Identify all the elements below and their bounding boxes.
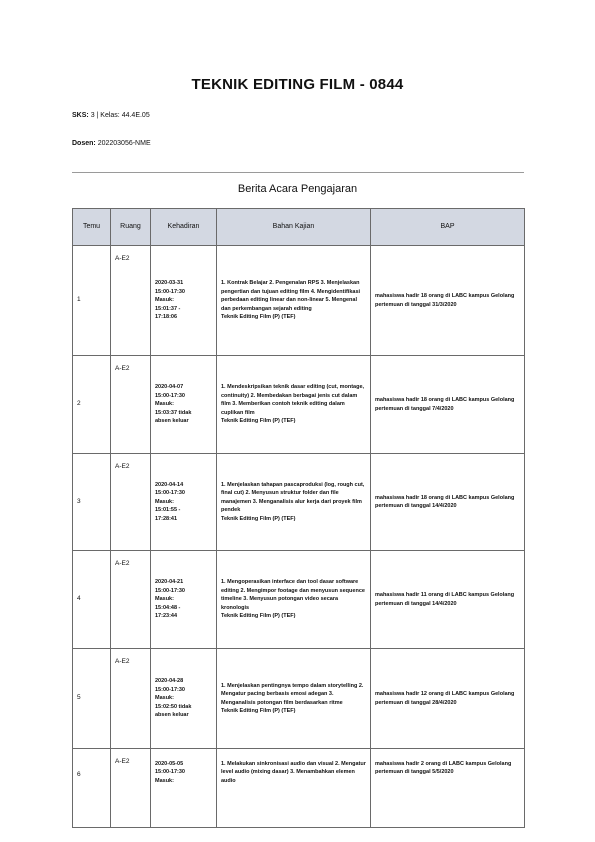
header-bahan-kajian: Bahan Kajian [217,209,371,246]
bahan-text: 1. Melakukan sinkronisasi audio dan visual 2. Mengatur level audio (mixing dasar) 3. Menambahkan elemen audio [221,761,366,784]
kehadiran-text: 2020-05-05 15:00-17:30 Masuk: [155,761,185,784]
cell-bap: mahasiswa hadir 18 orang di LABC kampus Gelolang pertemuan di tanggal 31/3/2020 [371,246,525,356]
header-temu: Temu [73,209,111,246]
header-kehadiran: Kehadiran [151,209,217,246]
table-row [73,551,525,649]
bahan-text: 1. Kontrak Belajar 2. Pengenalan RPS 3. Menjelaskan pengertian dan tujuan editing film 4. Mengidentifikasi perbedaan editing linear dan non-linear 5. Mengenal dan perkembangan sejarah editing Teknik Editing Film (P) (TEF) [221,280,361,321]
cell-bahan-kajian [217,551,371,649]
cell-bap: mahasiswa hadir 11 orang di LABC kampus Gelolang pertemuan di tanggal 14/4/2020 [371,551,525,649]
sks-value: 3 | Kelas: 44.4E.05 [90,112,150,119]
kehadiran-text: 2020-03-31 15:00-17:30 Masuk: 15:01:37 - 17:18:06 [155,280,185,321]
cell-ruang: A-E2 [111,649,151,749]
cell-ruang: A-E2 [111,356,151,454]
cell-ruang: A-E2 [111,551,151,649]
bahan-text: 1. Menjelaskan pentingnya tempo dalam storytelling 2. Mengatur pacing berbasis emosi adegan 3. Menganalisis potongan film berdasarkan ritme Teknik Editing Film (P) (TEF) [221,682,364,714]
cell-temu: 4 [73,551,111,649]
course-sks-class [72,112,150,119]
table-row [73,246,525,356]
cell-ruang: A-E2 [111,454,151,551]
kehadiran-text: 2020-04-28 15:00-17:30 Masuk: 15:02:50 tidak absen keluar [155,678,192,719]
cell-bap: mahasiswa hadir 12 orang di LABC kampus Gelolang pertemuan di tanggal 28/4/2020 [371,649,525,749]
cell-bahan-kajian [217,246,371,356]
cell-bap: mahasiswa hadir 18 orang di LABC kampus Gelolang pertemuan di tanggal 7/4/2020 [371,356,525,454]
course-title: TEKNIK EDITING FILM - 0844 [191,76,404,93]
bahan-text: 1. Mengoperasikan interface dan tool dasar software editing 2. Mengimpor footage dan menyusun sequence timeline 3. Menyusun potongan video secara kronologis Teknik Editing Film (P) (TEF) [221,579,365,620]
dosen-value: 202203056-NME [97,140,151,147]
table-row [73,454,525,551]
table-row [73,356,525,454]
cell-temu: 3 [73,454,111,551]
course-lecturer [72,140,151,147]
bahan-text: 1. Menjelaskan tahapan pascaproduksi (log, rough cut, final cut) 2. Menyusun struktur folder dan file manajemen 3. Menganalisis alur kerja dari proyek film pendek Teknik Editing Film (P) (TEF) [221,481,365,522]
sks-label: SKS: [72,112,89,119]
kehadiran-text: 2020-04-14 15:00-17:30 Masuk: 15:01:55 - 17:28:41 [155,481,185,522]
teaching-record-table [72,208,525,828]
kehadiran-text: 2020-04-07 15:00-17:30 Masuk: 15:03:37 tidak absen keluar [155,384,192,425]
cell-bap: mahasiswa hadir 18 orang di LABC kampus Gelolang pertemuan di tanggal 14/4/2020 [371,454,525,551]
section-title: Berita Acara Pengajaran [237,183,358,195]
kehadiran-text: 2020-04-21 15:00-17:30 Masuk: 15:04:48 - 17:23:44 [155,579,185,620]
cell-kehadiran [151,749,217,828]
header-bap: BAP [371,209,525,246]
divider [72,172,524,173]
cell-kehadiran [151,649,217,749]
cell-kehadiran [151,454,217,551]
cell-ruang: A-E2 [111,246,151,356]
cell-bahan-kajian [217,749,371,828]
table-header-row [73,209,525,246]
cell-temu: 6 [73,749,111,828]
cell-temu: 1 [73,246,111,356]
table-row [73,749,525,828]
dosen-label: Dosen: [72,140,96,147]
header-ruang: Ruang [111,209,151,246]
cell-kehadiran [151,246,217,356]
cell-bahan-kajian [217,649,371,749]
cell-temu: 5 [73,649,111,749]
cell-kehadiran [151,551,217,649]
cell-bahan-kajian [217,454,371,551]
cell-bap: mahasiswa hadir 2 orang di LABC kampus Gelolang pertemuan di tanggal 5/5/2020 [371,749,525,828]
cell-ruang: A-E2 [111,749,151,828]
table-row [73,649,525,749]
cell-temu: 2 [73,356,111,454]
bahan-text: 1. Mendeskripsikan teknik dasar editing (cut, montage, continuity) 2. Membedakan berbagai jenis cut dalam film 3. Memberikan contoh teknik editing dalam cuplikan film Teknik Editing Film (P) (TEF) [221,384,365,425]
cell-bahan-kajian [217,356,371,454]
cell-kehadiran [151,356,217,454]
